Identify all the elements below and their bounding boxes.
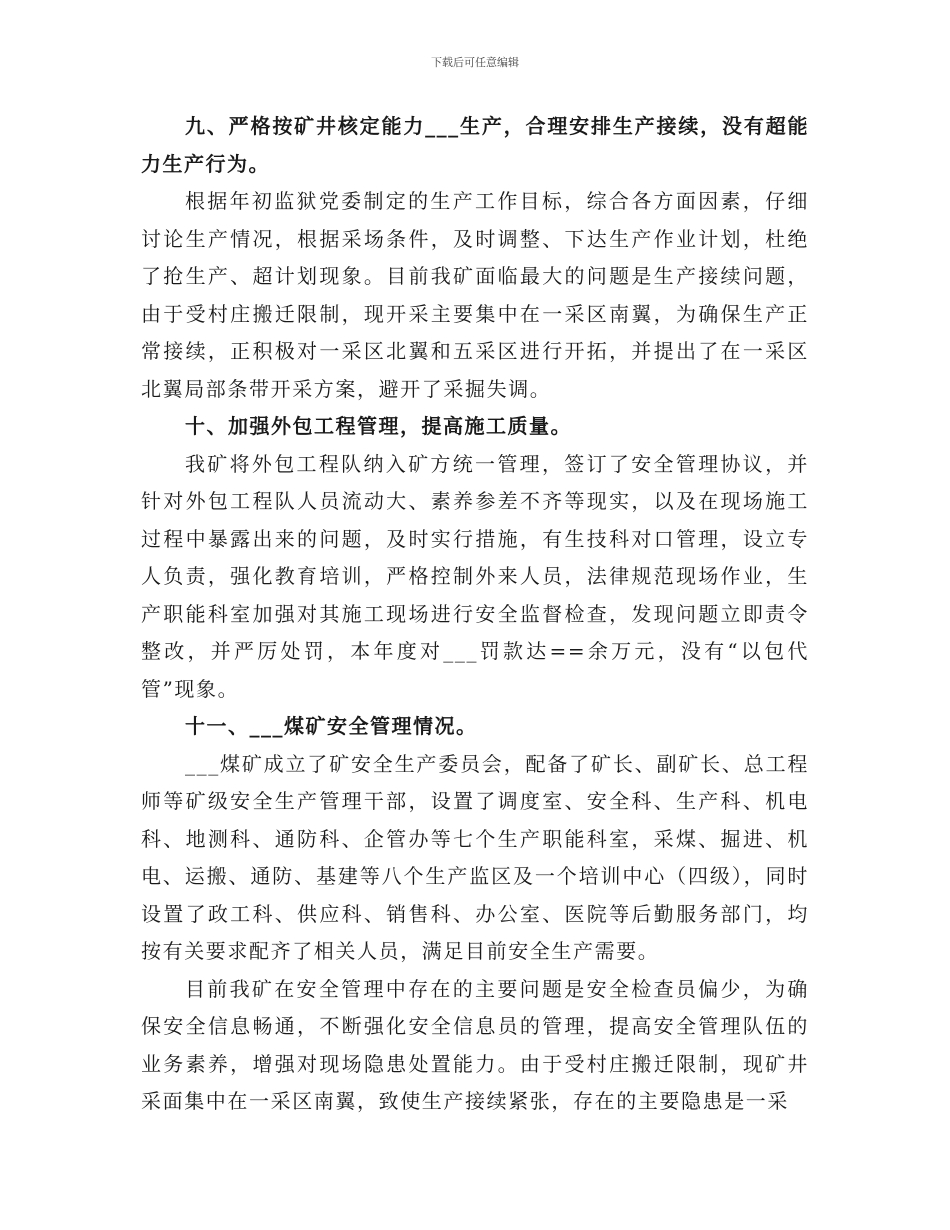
section-9-heading: 九、严格按矿井核定能力___生产，合理安排生产接续，没有超能力生产行为。 [141,114,809,176]
section-9-paragraph-1: 根据年初监狱党委制定的生产工作目标，综合各方面因素，仔细讨论生产情况，根据采场条件，及时调整、下达生产作业计划，杜绝了抢生产、超计划现象。目前我矿面临最大的问题是生产接续问题，由于受村庄搬迁限制，现开采主要集中在一采区南翼，为确保生产正常接续，正积极对一采区北翼和五采区进行开拓，并提出了在一采区北翼局部条带开采方案，避开了采掘失调。 [141,189,809,401]
section-11-paragraph-2: 目前我矿在安全管理中存在的主要问题是安全检查员偏少，为确保安全信息畅通，不断强化安全信息员的管理，提高安全管理队伍的业务素养，增强对现场隐患处置能力。由于受村庄搬迁限制，现矿井采面集中在一采区南翼，致使生产接续紧张，存在的主要隐患是一采 [141,976,809,1113]
section-10-paragraph-1: 我矿将外包工程队纳入矿方统一管理，签订了安全管理协议，并针对外包工程队人员流动大、素养参差不齐等现实，以及在现场施工过程中暴露出来的问题，及时实行措施，有生技科对口管理，设立专人负责，强化教育培训，严格控制外来人员，法律规范现场作业，生产职能科室加强对其施工现场进行安全监督检查，发现问题立即责令整改，并严厉处罚，本年度对___罚款达==余万元，没有“以包代管”现象。 [141,451,809,701]
section-11-heading: 十一、___煤矿安全管理情况。 [185,714,478,738]
document-body [141,108,809,1121]
section-10-heading: 十、加强外包工程管理，提高施工质量。 [185,414,572,438]
section-11-paragraph-1: ___煤矿成立了矿安全生产委员会，配备了矿长、副矿长、总工程师等矿级安全生产管理干部，设置了调度室、安全科、生产科、机电科、地测科、通防科、企管办等七个生产职能科室，采煤、掘进、机电、运搬、通防、基建等八个生产监区及一个培训中心（四级），同时设置了政工科、供应科、销售科、办公室、医院等后勤服务部门，均按有关要求配齐了相关人员，满足目前安全生产需要。 [141,751,809,963]
page-header-note: 下载后可任意编辑 [431,56,519,69]
